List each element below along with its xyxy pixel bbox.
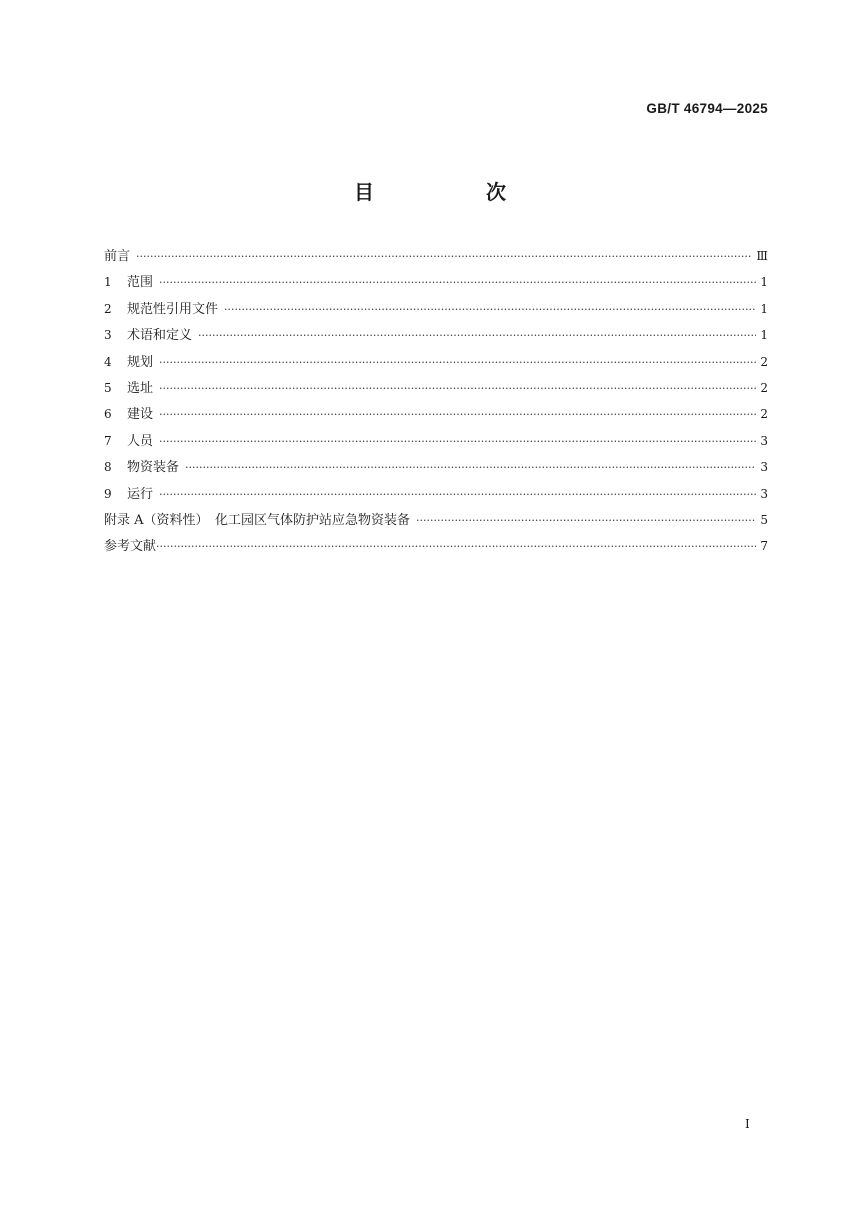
toc-entry-foreword[interactable]	[104, 246, 768, 272]
toc-entry-page: 2	[760, 354, 768, 369]
toc-entry-number: 3	[104, 328, 112, 343]
toc-leader-dots	[159, 485, 756, 505]
toc-entry-number: 9	[104, 486, 112, 501]
toc-entry-label: 范围	[127, 275, 154, 291]
toc-entry-label: 附录 A（资料性） 化工园区气体防护站应急物资装备	[104, 512, 411, 528]
toc-entry-number: 4	[104, 354, 112, 369]
toc-leader-dots	[136, 247, 752, 267]
toc-entry-label: 建设	[127, 407, 154, 423]
toc-entry-operation[interactable]	[104, 484, 768, 510]
toc-entry-bibliography[interactable]	[104, 536, 768, 562]
toc-entry-label: 选址	[127, 380, 154, 396]
toc-entry-page: 1	[760, 275, 768, 290]
toc-leader-dots	[159, 432, 756, 452]
toc-entry-number: 6	[104, 407, 112, 422]
toc-entry-terms-definitions[interactable]	[104, 325, 768, 351]
toc-entry-number: 7	[104, 433, 112, 448]
toc-entry-label: 术语和定义	[127, 328, 193, 344]
toc-entry-page: 1	[760, 301, 768, 316]
toc-leader-dots	[224, 300, 756, 320]
toc-entry-annex-a[interactable]	[104, 510, 768, 536]
toc-entry-page: 3	[760, 460, 768, 475]
toc-entry-equipment[interactable]	[104, 457, 768, 483]
toc-entry-normative-references[interactable]	[104, 299, 768, 325]
toc-entry-number: 2	[104, 301, 112, 316]
toc-entry-label: 规范性引用文件	[127, 301, 219, 317]
toc-entry-page: 1	[760, 328, 768, 343]
toc-entry-site-selection[interactable]	[104, 378, 768, 404]
toc-entry-page: Ⅲ	[756, 249, 768, 263]
toc-entry-label: 前言	[104, 249, 131, 264]
toc-leader-dots	[198, 326, 756, 346]
page-title: 目 次	[354, 180, 552, 204]
toc-entry-number: 5	[104, 380, 112, 395]
toc-entry-label: 规划	[127, 354, 154, 370]
page-number: Ⅰ	[745, 1117, 750, 1131]
table-of-contents	[104, 246, 768, 563]
toc-entry-label: 运行	[127, 486, 154, 502]
toc-entry-page: 3	[760, 433, 768, 448]
toc-leader-dots	[156, 537, 756, 557]
toc-entry-number: 1	[104, 275, 112, 290]
toc-entry-page: 3	[760, 486, 768, 501]
toc-entry-personnel[interactable]	[104, 431, 768, 457]
toc-entry-page: 2	[760, 407, 768, 422]
toc-leader-dots	[416, 511, 756, 531]
toc-entry-page: 5	[760, 512, 768, 527]
toc-entry-construction[interactable]	[104, 404, 768, 430]
toc-entry-page: 7	[760, 539, 768, 554]
standard-code: GB/T 46794—2025	[646, 101, 768, 116]
toc-entry-scope[interactable]	[104, 272, 768, 298]
toc-entry-label: 物资装备	[127, 460, 180, 476]
toc-entry-label: 人员	[127, 433, 154, 449]
toc-leader-dots	[159, 379, 756, 399]
toc-entry-number: 8	[104, 460, 112, 475]
toc-leader-dots	[185, 458, 756, 478]
toc-entry-label: 参考文献	[104, 539, 157, 555]
toc-entry-page: 2	[760, 380, 768, 395]
toc-leader-dots	[159, 273, 756, 293]
toc-leader-dots	[159, 353, 756, 373]
toc-entry-planning[interactable]	[104, 352, 768, 378]
toc-leader-dots	[159, 405, 756, 425]
